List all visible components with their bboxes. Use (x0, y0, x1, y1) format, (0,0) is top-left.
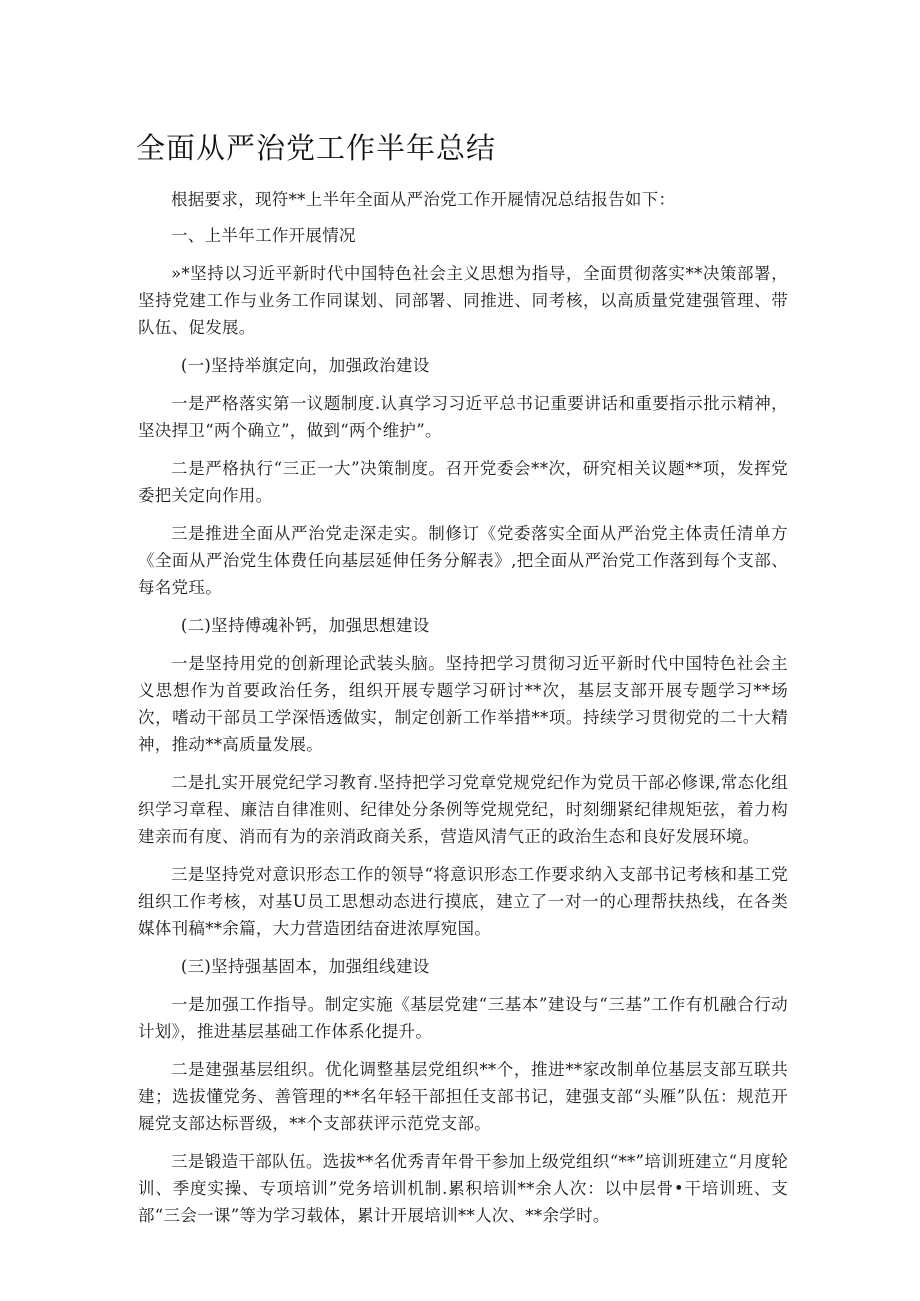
document-page (138, 128, 788, 1240)
body-paragraph: 二是严格执行“三正一大”决策制度。召开党委会**次，研究相关议题**项，发挥党委把关定向作用。 (138, 459, 788, 505)
body-paragraph: 一是加强工作指导。制定实施《基层党建“三基本”建设与“三基”工作有机融合行动计划》，推进基层基础工作体系化提升。 (138, 995, 788, 1041)
body-paragraph: 二是建强基层组织。优化调整基层党组织**个，推进**家改制单位基层支部互联共建；选拔懂党务、善管理的**名年轻干部担任支部书记，建强支部“头雁”队伍：规范开屣党支部达标晋级，**个支部获评示范党支部。 (138, 1060, 788, 1133)
subsection-heading-2: (二)坚持傅魂补钙，加强思想建设 (180, 616, 430, 635)
subsection-heading-1: (一)坚持举旗定向，加强政治建设 (180, 356, 430, 375)
subsection-heading-3: (三)坚持强基固本，加强组线建设 (180, 957, 430, 976)
body-paragraph: 二是扎实开展党纪学习教育.坚持把学习党章党规党纪作为党员干部必修课,常态化组织学习章程、廉洁自律准则、纪律处分条例等党规党纪，时刻绷紧纪律规矩弦，着力构建亲而有度、消而有为的亲消政商关系，营造风清气正的政治生态和良好发展环境。 (138, 773, 788, 846)
body-paragraph: 三是锻造干部队伍。选拔**名优秀青年骨干参加上级党组织“**”培训班建立“月度轮训、季度实操、专项培训”党务培训机制.累积培训**余人次：以中层骨•干培训班、支部“三会一课”等为学习载体，累计开展培训**人次、**余学时。 (138, 1152, 788, 1225)
body-paragraph: 三是坚持党对意识形态工作的领导“将意识形态工作要求纳入支部书记考核和基工党组织工作考核，对基U员工思想动态进行摸底，建立了一对一的心理帮扶热线，在各类媒体刊稿**余篇，大力营造团结奋进浓厚宛国。 (138, 865, 788, 938)
body-paragraph: 一是严格落实第一议题制度.认真学习习近平总书记重要讲话和重要指示批示精神，坚决捍卫“两个确立”，做到“两个维护”。 (138, 394, 788, 440)
section-heading-1: 一、上半年工作开展情况 (171, 226, 356, 245)
body-paragraph: 一是坚持用党的创新理论武装头脑。坚持把学习贯彻习近平新时代中国特色社会主义思想作为首要政治任务，组织开展专题学习研讨**次，基层支部开展专题学习**场次，嗜动干部员工学深悟透做实，制定创新工作举措**项。持续学习贯彻党的二十大精神，推动**高质量发展。 (138, 654, 788, 754)
body-paragraph: 三是推进全面从严治党走深走实。制修订《党委落实全面从严治党主体责任清单方《全面从严治党生体费任向基层延伸任务分解表》,把全面从严治党工作落到每个支部、每名党珏。 (138, 524, 788, 597)
document-title: 全面从严治党工作半年总结 (136, 131, 497, 165)
body-paragraph: »*坚持以习近平新时代中国特色社会主义思想为指导，全面贯彻落实**决策部署，坚持党建工作与业务工作同谋划、同部署、同推进、同考核，以高质量党建强管理、带队伍、促发展。 (138, 264, 788, 337)
intro-paragraph: 根据要求，现符**上半年全面从严治党工作开屣情况总结报告如下： (171, 190, 676, 209)
